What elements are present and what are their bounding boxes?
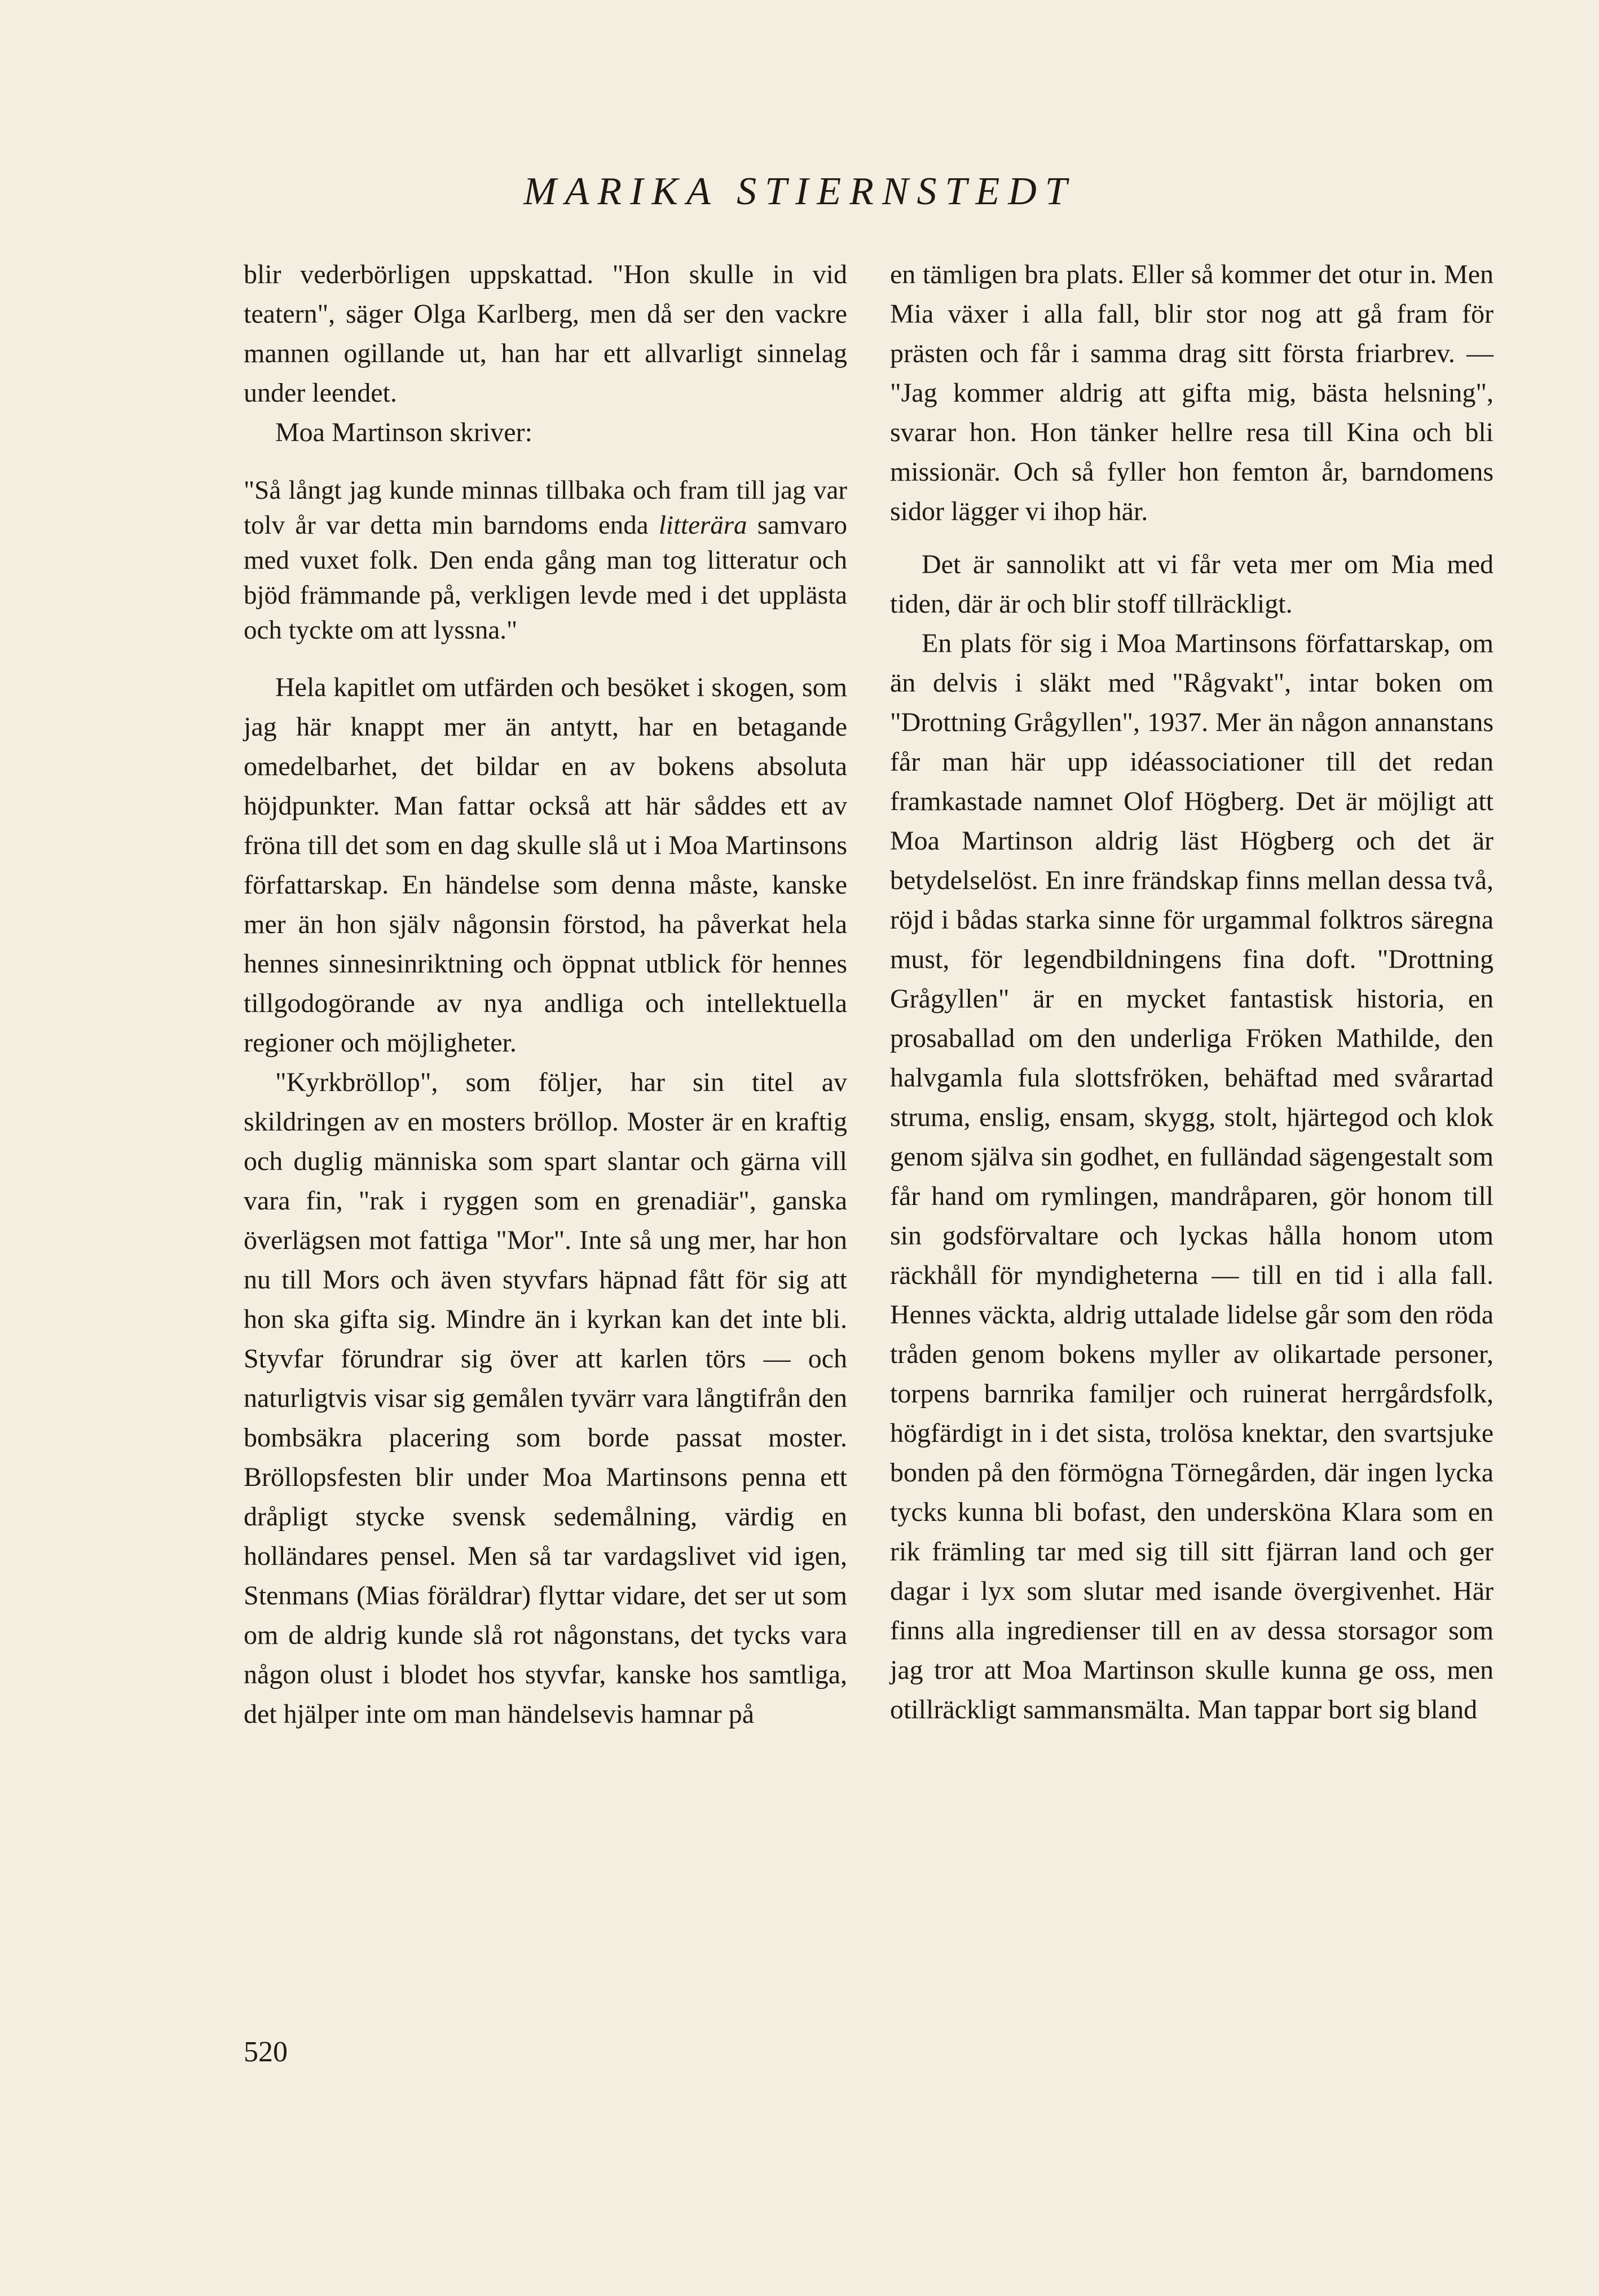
quote-text-end: samvaro med vuxet folk. Den enda gång man tog litteratur och bjöd främmande på, verkligen levde med i det upplästa och tyckte om att lyssna." — [244, 511, 847, 645]
block-quote — [244, 473, 847, 648]
left-paragraph-3: Hela kapitlet om utfärden och besöket i skogen, som jag här knappt mer än antytt, har en betagande omedelbarhet, det bildar en av bokens absoluta höjdpunkter. Man fattar också att här såddes ett av fröna till det som en dag skulle slå ut i Moa Martinsons författarskap. En händelse som denna måste, kanske mer än hon själv någonsin förstod, ha påverkat hela hennes sinnesinriktning och öppnat utblick för hennes tillgodogörande av nya andliga och intellektuella regioner och möjligheter. — [244, 672, 847, 1058]
running-head-author: MARIKA STIERNSTEDT — [523, 170, 1076, 213]
left-paragraph-4: "Kyrkbröllop", som följer, har sin titel av skildringen av en mosters bröllop. Moster är en kraftig och duglig människa som spart slantar och gärna vill vara fin, "rak i ryggen som en grenadiär", ganska överlägsen mot fattiga "Mor". Inte så ung mer, har hon nu till Mors och även styvfars häpnad fått för sig att hon ska gifta sig. Mindre än i kyrkan kan det inte bli. Styvfar förundrar sig över att karlen törs — och naturligtvis visar sig gemålen tyvärr vara långtifrån den bombsäkra placering som borde passat moster. Bröllopsfesten blir under Moa Martinsons penna ett dråpligt stycke svensk sedemålning, värdig en holländares pensel. Men så tar vardagslivet vid igen, Stenmans (Mias föräldrar) flyttar vidare, det ser ut som om de aldrig kunde slå rot någonstans, det tycks vara någon olust i blodet hos styvfar, kanske hos samtliga, det hjälper inte om man händelsevis hamnar på — [244, 1067, 847, 1729]
quote-italic-word: litterära — [658, 511, 747, 540]
right-text-column — [890, 255, 1494, 1730]
page-number: 520 — [244, 2036, 288, 2068]
left-paragraph-1: blir vederbörligen uppskattad. "Hon skulle in vid teatern", säger Olga Karlberg, men då ser den vackre mannen ogillande ut, han har ett allvarligt sinnelag under leendet. — [244, 259, 847, 408]
quote-text-start: "Så långt jag kunde minnas tillbaka och fram till jag var tolv år var detta min barndoms enda — [244, 476, 847, 540]
left-text-column — [244, 255, 847, 1734]
right-paragraph-2: Det är sannolikt att vi får veta mer om Mia med tiden, där är och blir stoff tillräckligt. — [890, 549, 1494, 619]
left-paragraph-2: Moa Martinson skriver: — [275, 417, 532, 447]
right-paragraph-3: En plats för sig i Moa Martinsons författarskap, om än delvis i släkt med "Rågvakt", intar boken om "Drottning Grågyllen", 1937. Mer än någon annanstans får man här upp idéassociationer till det redan framkastade namnet Olof Högberg. Det är möjligt att Moa Martinson aldrig läst Högberg och det är betydelselöst. En inre frändskap finns mellan dessa två, röjd i bådas starka sinne för urgammal folktros säregna must, för legendbildningens fina doft. "Drottning Grågyllen" är en mycket fantastisk historia, en prosaballad om den underliga Fröken Mathilde, den halvgamla fula slottsfröken, behäftad med svårartad struma, enslig, ensam, skygg, stolt, hjärtegod och klok genom själva sin godhet, en fulländad sägengestalt som får hand om rymlingen, mandråparen, gör honom till sin godsförvaltare och lyckas hålla honom utom räckhåll för myndigheterna — till en tid i alla fall. Hennes väckta, aldrig uttalade lidelse går som den röda tråden genom bokens myller av olikartade personer, torpens barnrika familjer och ruinerat herrgårdsfolk, högfärdigt in i det sista, trolösa knektar, den svartsjuke bonden på den förmögna Törnegården, där ingen lycka tycks kunna bli bofast, den undersköna Klara som en rik främling tar med sig till sitt fjärran land och ger dagar i lyx som slutar med isande övergivenhet. Här finns alla ingredienser till en av dessa storsagor som jag tror att Moa Martinson skulle kunna ge oss, men otillräckligt sammansmälta. Man tappar bort sig bland — [890, 628, 1494, 1725]
right-paragraph-1: en tämligen bra plats. Eller så kommer det otur in. Men Mia växer i alla fall, blir stor nog att gå fram för prästen och får i samma drag sitt första friarbrev. — "Jag kommer aldrig att gifta mig, bästa helsning", svarar hon. Hon tänker hellre resa till Kina och bli missionär. Och så fyller hon femton år, barndomens sidor lägger vi ihop här. — [890, 259, 1494, 526]
